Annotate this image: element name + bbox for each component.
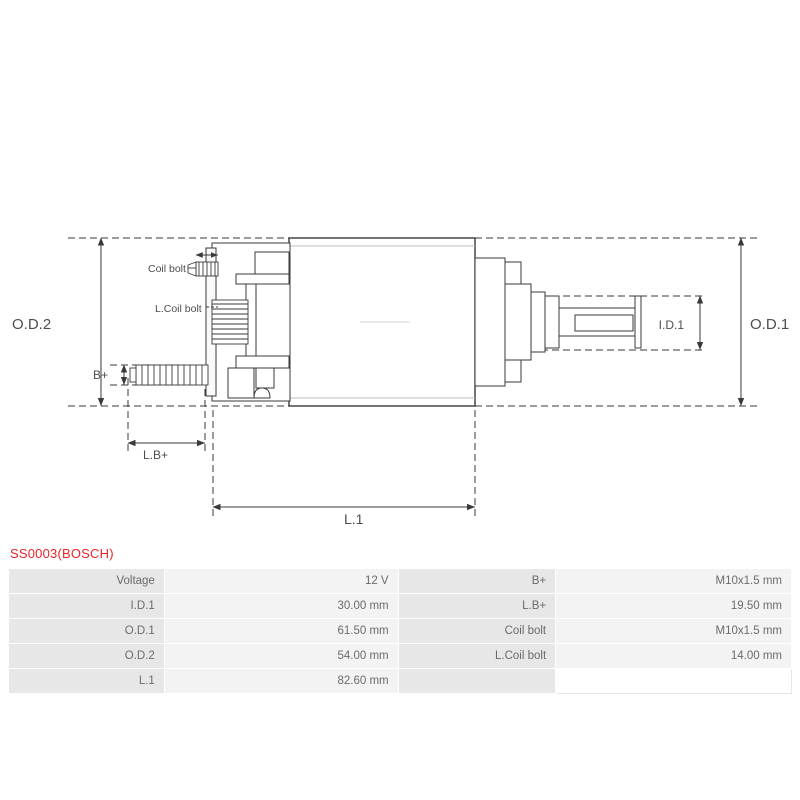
label-od1: O.D.1	[750, 316, 790, 333]
specifications-table	[8, 568, 792, 694]
spec-label-id1: I.D.1	[9, 594, 165, 619]
label-bplus: B+	[93, 368, 109, 382]
label-l1: L.1	[344, 511, 364, 527]
spec-value-id1: 30.00 mm	[164, 594, 398, 619]
spec-value-l-coil-bolt: 14.00 mm	[556, 644, 792, 669]
label-coil-bolt: Coil bolt	[148, 263, 186, 275]
label-od2: O.D.2	[12, 316, 52, 333]
spec-value-od1: 61.50 mm	[164, 619, 398, 644]
spec-label-lbplus: L.B+	[398, 594, 556, 619]
spec-label-od2: O.D.2	[9, 644, 165, 669]
spec-value-l1: 82.60 mm	[164, 669, 398, 694]
table-row	[9, 669, 792, 694]
table-row	[9, 569, 792, 594]
part-title: SS0003(BOSCH)	[10, 546, 114, 561]
spec-label-coil-bolt: Coil bolt	[398, 619, 556, 644]
spec-value-coil-bolt: M10x1.5 mm	[556, 619, 792, 644]
spec-value-empty	[556, 669, 792, 694]
spec-label-empty	[398, 669, 556, 694]
spec-value-voltage: 12 V	[164, 569, 398, 594]
label-lbplus: L.B+	[143, 448, 169, 462]
spec-label-l1: L.1	[9, 669, 165, 694]
spec-label-od1: O.D.1	[9, 619, 165, 644]
spec-label-bplus: B+	[398, 569, 556, 594]
label-id1: I.D.1	[658, 318, 684, 332]
table-row	[9, 619, 792, 644]
table-row	[9, 644, 792, 669]
table-row	[9, 594, 792, 619]
spec-value-bplus: M10x1.5 mm	[556, 569, 792, 594]
label-l-coil-bolt: L.Coil bolt	[155, 303, 202, 315]
spec-label-voltage: Voltage	[9, 569, 165, 594]
spec-value-od2: 54.00 mm	[164, 644, 398, 669]
spec-label-l-coil-bolt: L.Coil bolt	[398, 644, 556, 669]
spec-value-lbplus: 19.50 mm	[556, 594, 792, 619]
